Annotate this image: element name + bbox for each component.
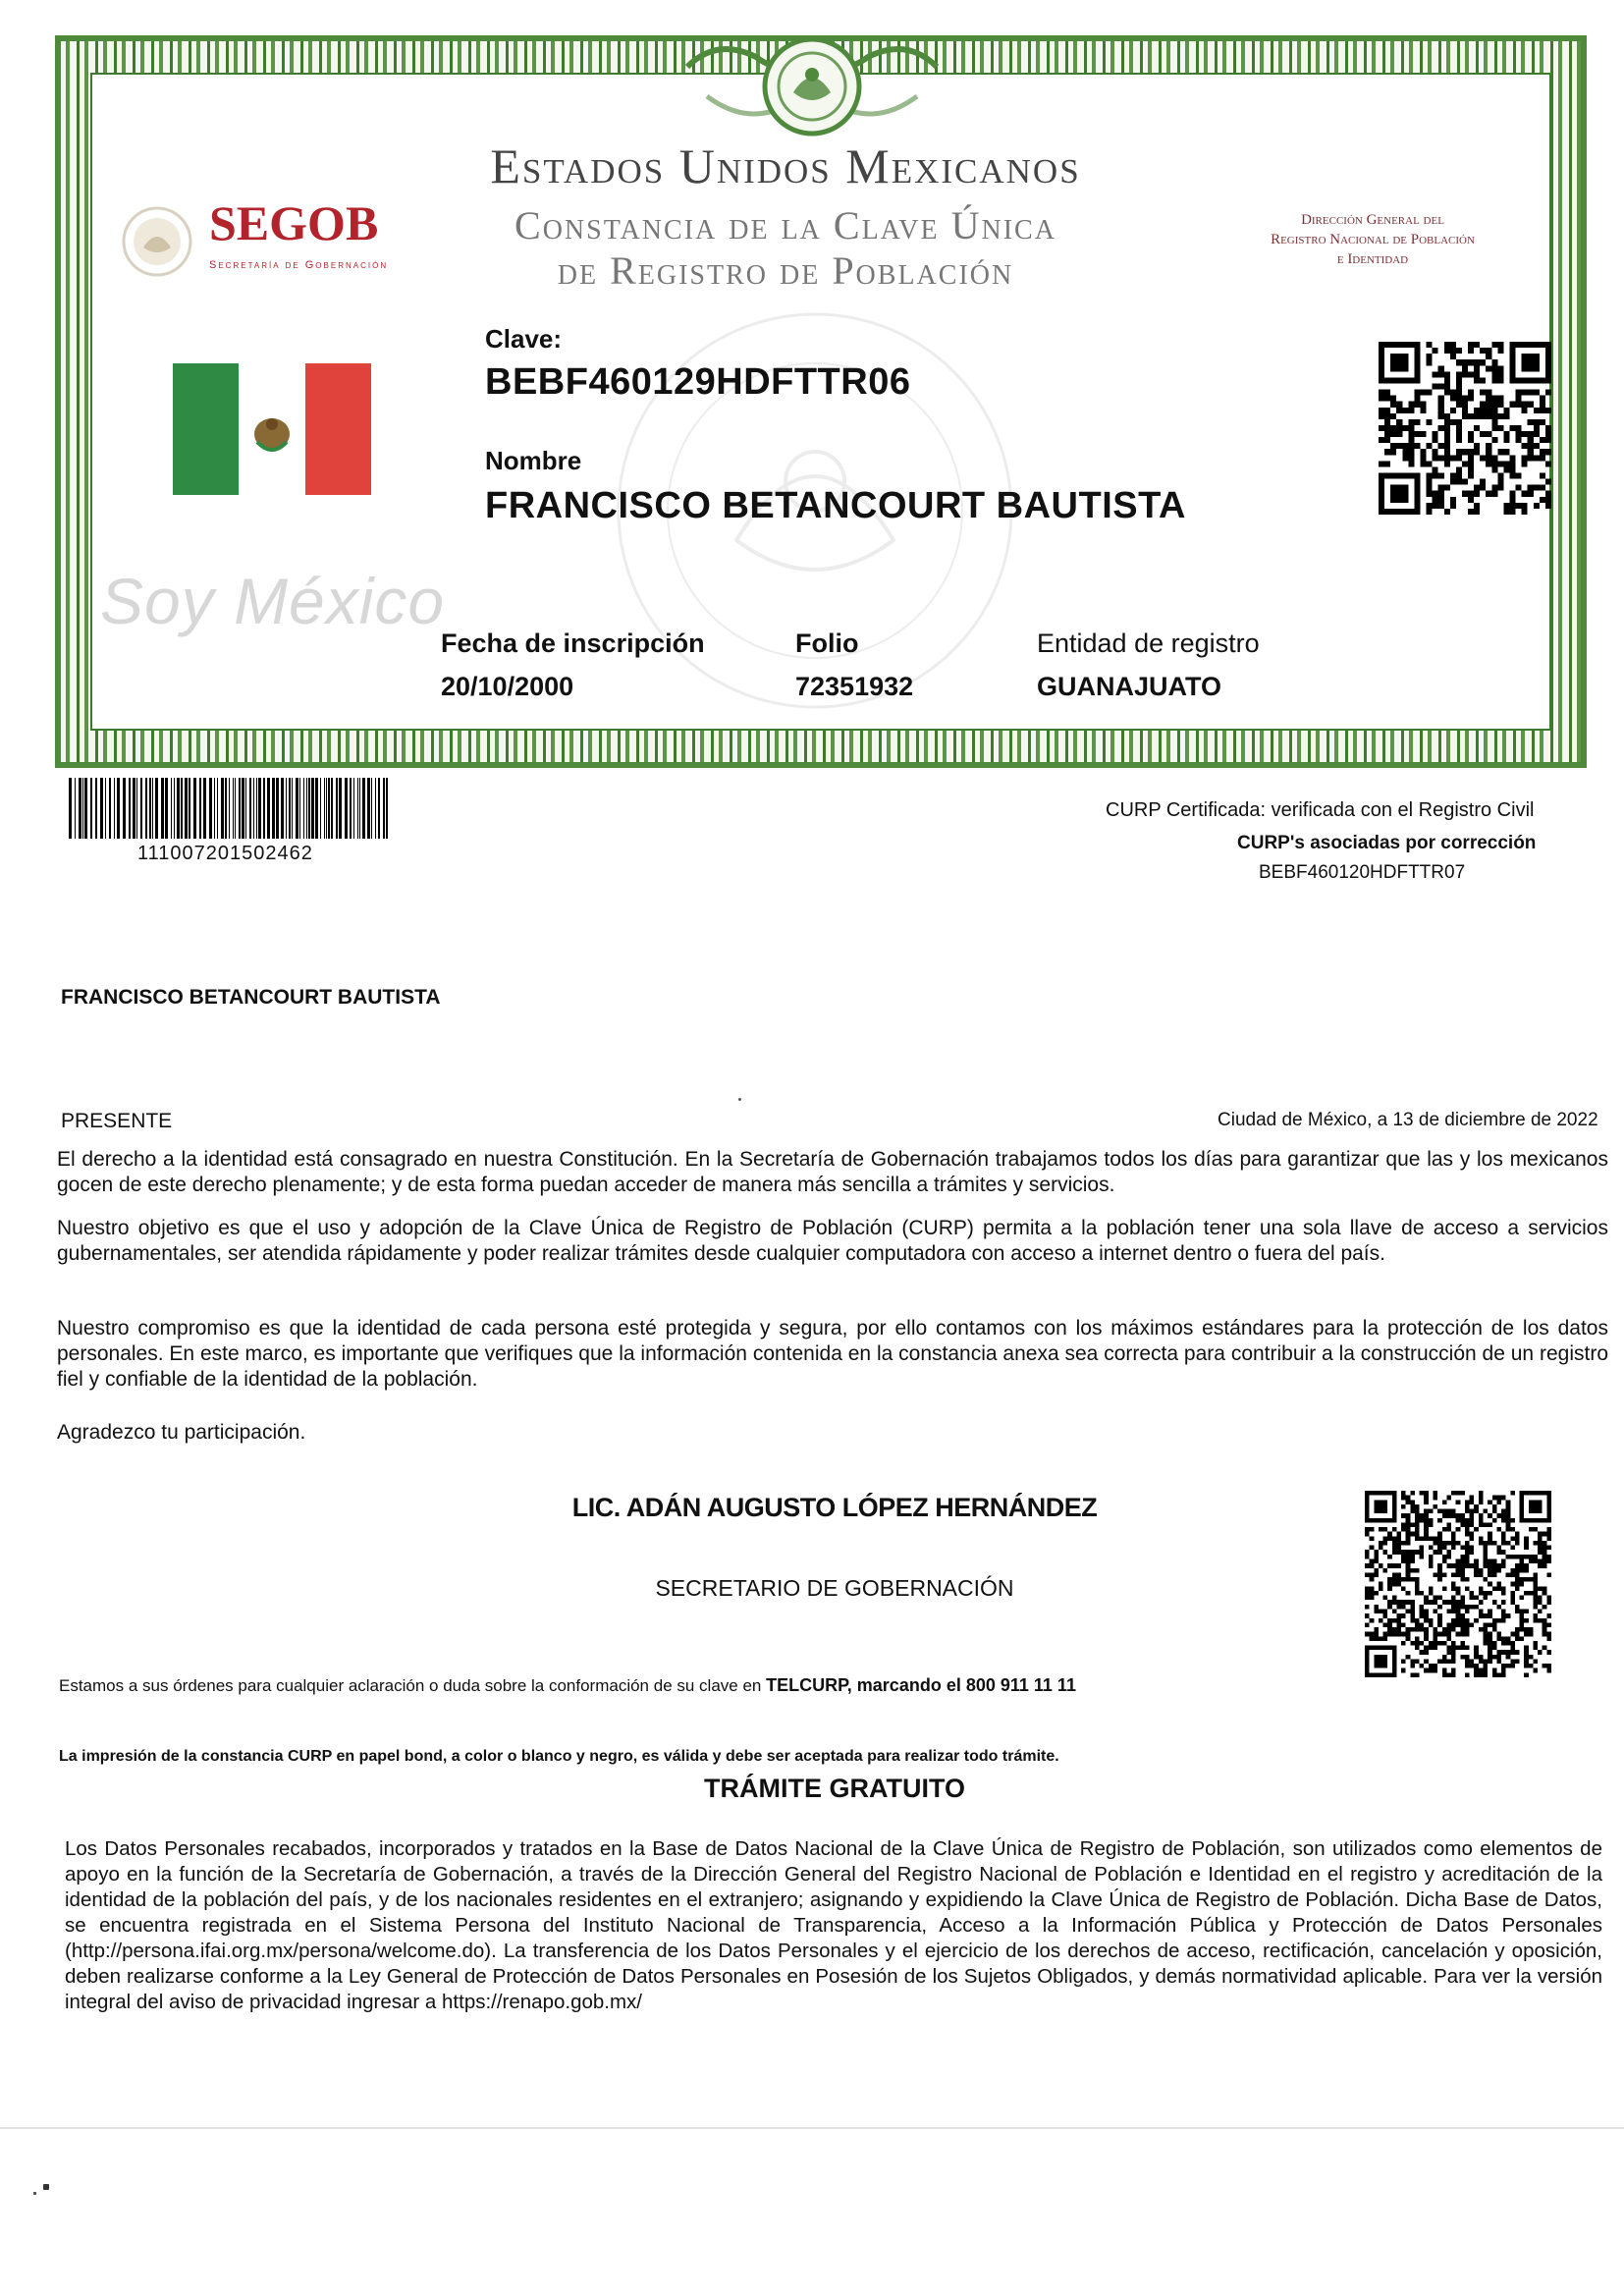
header-subtitle-line-1: Constancia de la Clave Única: [514, 203, 1056, 247]
scan-artifact: [43, 2184, 49, 2190]
associated-curp-label: CURP's asociadas por corrección: [1237, 833, 1537, 853]
letter-paragraph: Nuestro objetivo es que el uso y adopción de la Clave Única de Registro de Población (CURP) permita a la población tener una sola llave de acceso a servicios gubernamentales, ser atendida rápidamente y poder realizar trámites desde cualquier computadora con acceso a internet dentro o fuera del país.: [57, 1217, 1608, 1265]
soy-mexico-watermark: Soy México: [100, 565, 446, 637]
letter-closing: Agradezco tu participación.: [57, 1421, 306, 1444]
entidad-value: GUANAJUATO: [1037, 672, 1222, 701]
nombre-label: Nombre: [485, 446, 582, 475]
telcurp-prefix: Estamos a sus órdenes para cualquier aclaración o duda sobre la conformación de su clave en: [59, 1676, 762, 1695]
folio-value: 72351932: [795, 672, 914, 701]
letter-place-date: Ciudad de México, a 13 de diciembre de 2022: [1218, 1110, 1598, 1130]
letter-recipient-name: FRANCISCO BETANCOURT BAUTISTA: [61, 986, 441, 1009]
dgr-line: e Identidad: [1336, 251, 1409, 267]
privacy-notice: Los Datos Personales recabados, incorporados y tratados en la Base de Datos Nacional de la Clave Única de Registro de Población, son utilizados como elementos de apoyo en la función de la Secretaría de Gobernación, a través de la Dirección General del Registro Nacional de Población e Identidad en el registro y acreditación de la identidad de la población del país, y de los nacionales residentes en el extranjero; asignando y expidiendo la Clave Única de Registro de Población. Dicha Base de Datos, se encuentra registrada en el Sistema Persona del Instituto Nacional de Transparencia, Acceso a la Información Pública y Protección de Datos Personales (http://persona.ifai.org.mx/persona/welcome.do). La transferencia de los Datos Personales y el ejercicio de los derechos de acceso, rectificación, cancelación y oposición, deben realizarse conforme a la Ley General de Protección de Datos Personales en Posesión de los Sujetos Obligados, y demás normatividad aplicable. Para ver la versión integral del aviso de privacidad ingresar a https://renapo.gob.mx/: [65, 1837, 1602, 2013]
barcode-icon: [69, 778, 389, 839]
curp-certified-note: CURP Certificada: verificada con el Registro Civil: [1106, 799, 1535, 821]
mexican-flag-icon: [173, 363, 371, 495]
folio-label: Folio: [795, 629, 859, 658]
qr-code-icon: [1379, 342, 1551, 515]
letter-paragraph: Nuestro compromiso es que la identidad de cada persona esté protegida y segura, por ello contamos con los máximos estándares para la protección de los datos personales. En este marco, es importante que verifiques que la información contenida en la constancia anexa sea correcta para contribuir a la construcción de un registro fiel y confiable de la identidad de la población.: [57, 1317, 1608, 1391]
entidad-label: Entidad de registro: [1037, 629, 1260, 658]
signer-role: SECRETARIO DE GOBERNACIÓN: [655, 1575, 1014, 1601]
telcurp-number: TELCURP, marcando el 800 911 11 11: [766, 1675, 1076, 1695]
header-title: Estados Unidos Mexicanos: [490, 138, 1081, 193]
letter-paragraph: El derecho a la identidad está consagrado en nuestra Constitución. En la Secretaría de Gobernación trabajamos todos los días para garantizar que las y los mexicanos gocen de este derecho plenamente; y de esta forma puedan acceder de manera más sencilla a trámites y servicios.: [57, 1148, 1608, 1196]
print-validity-note: La impresión de la constancia CURP en papel bond, a color o blanco y negro, es válida y debe ser aceptada para realizar todo trámite.: [59, 1748, 1059, 1765]
dgr-institution-label: [1206, 210, 1540, 269]
fecha-inscripcion-label: Fecha de inscripción: [441, 629, 705, 658]
dgr-line: Dirección General del: [1301, 212, 1444, 228]
nombre-value: FRANCISCO BETANCOURT BAUTISTA: [485, 485, 1186, 526]
fecha-inscripcion-value: 20/10/2000: [441, 672, 574, 701]
barcode-number: 111007201502462: [137, 843, 313, 864]
dgr-line: Registro Nacional de Población: [1271, 232, 1475, 247]
segob-emblem-icon: [118, 202, 196, 281]
segob-logo-text: SEGOB: [209, 195, 379, 250]
header-subtitle-line-2: de Registro de Población: [557, 248, 1014, 293]
letter-presente: PRESENTE: [61, 1110, 173, 1132]
free-procedure-banner: TRÁMITE GRATUITO: [704, 1774, 965, 1803]
qr-code-icon: [1365, 1491, 1551, 1677]
segob-logo-subtitle: Secretaría de Gobernación: [209, 259, 389, 271]
coat-of-arms-seal-icon: [677, 27, 947, 145]
scan-artifact: [33, 2192, 36, 2195]
associated-curp-value: BEBF460120HDFTTR07: [1259, 862, 1466, 883]
signer-name: LIC. ADÁN AUGUSTO LÓPEZ HERNÁNDEZ: [571, 1493, 1098, 1522]
clave-value: BEBF460129HDFTTR06: [485, 361, 911, 403]
footer-divider: [0, 2127, 1624, 2129]
clave-label: Clave:: [485, 324, 563, 354]
scan-artifact: [738, 1098, 741, 1101]
telcurp-contact: [59, 1675, 1076, 1696]
